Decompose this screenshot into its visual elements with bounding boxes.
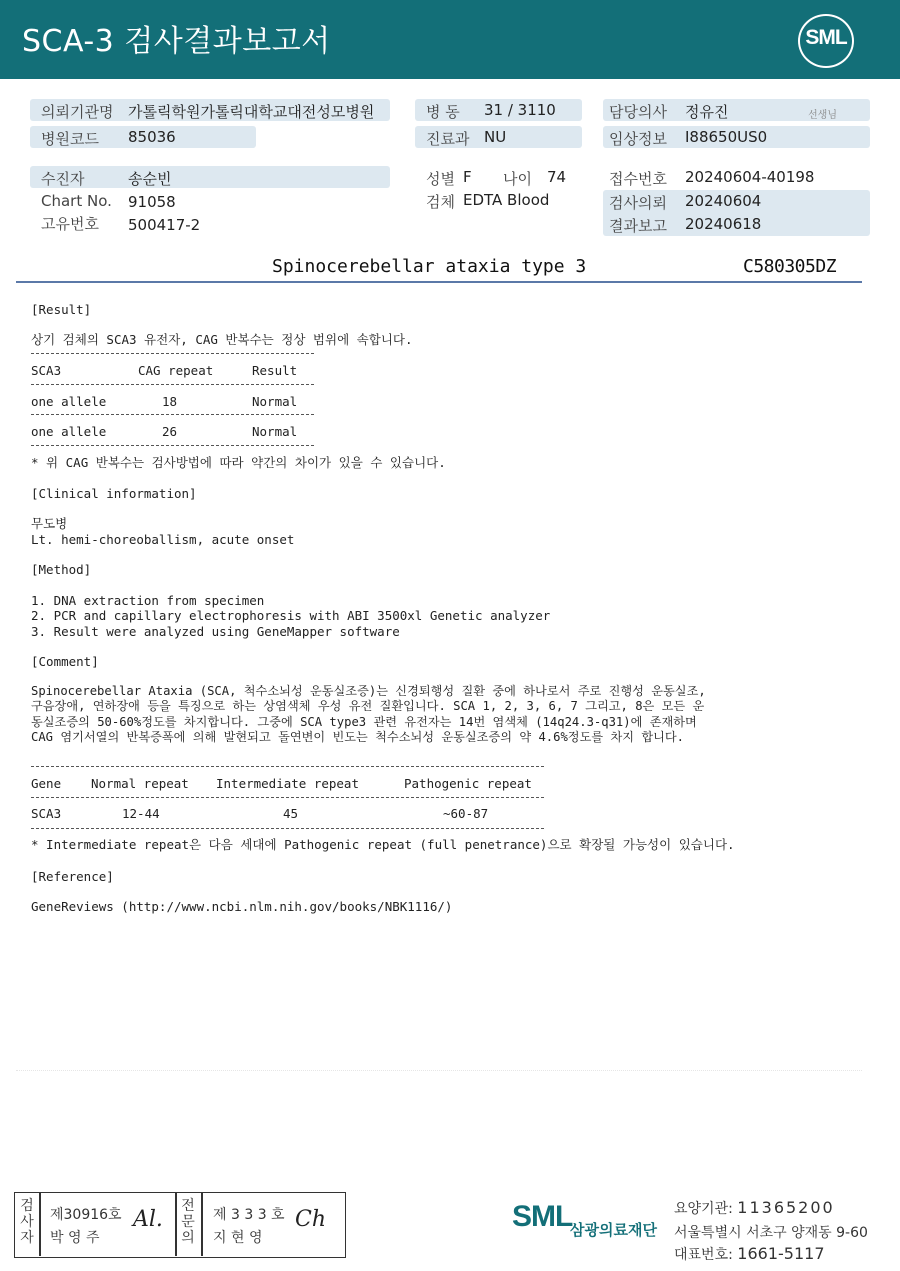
care-institution-line	[674, 1198, 835, 1218]
method-line-1: 1. DNA extraction from specimen	[31, 593, 265, 608]
dept-value: NU	[484, 128, 507, 146]
care-number: 11365200	[737, 1198, 835, 1217]
specimen-value: EDTA Blood	[463, 191, 550, 209]
sig-divider	[201, 1193, 203, 1256]
title-divider	[16, 281, 862, 283]
doctor-suffix: 선생님	[808, 110, 837, 121]
institution-value: 가톨릭학원가톨릭대학교대전성모병원	[128, 103, 375, 121]
method-line-2: 2. PCR and capillary electrophoresis with ABI 3500xl Genetic analyzer	[31, 608, 551, 623]
gene-note: * Intermediate repeat은 다음 세대에 Pathogenic repeat (full penetrance)으로 확장될 가능성이 있습니다.	[31, 837, 735, 852]
receipt-label: 접수번호	[609, 170, 667, 188]
result-table-header-result: Result	[252, 363, 298, 378]
reference-text: GeneReviews (http://www.ncbi.nlm.nih.gov/books/NBK1116/)	[31, 899, 453, 914]
unique-no-value: 500417-2	[128, 216, 201, 234]
doctor-value: 정유진	[685, 103, 729, 121]
request-date-value: 20240604	[685, 192, 762, 210]
specialist-signature: Ch	[295, 1207, 327, 1232]
gene-table-rule	[31, 828, 544, 829]
receipt-value: 20240604-40198	[685, 168, 815, 186]
age-label: 나이	[503, 170, 532, 188]
clinical-info-label: 임상정보	[609, 130, 667, 148]
ward-label: 병 동	[426, 103, 460, 121]
doctor-label: 담당의사	[609, 103, 667, 121]
unique-no-label: 고유번호	[41, 215, 99, 233]
content-bottom-divider	[16, 1070, 862, 1071]
care-label: 요양기관:	[674, 1201, 733, 1217]
result-heading: [Result]	[31, 302, 92, 317]
result-table-header-gene: SCA3	[31, 363, 62, 378]
examiner-license-no: 제30916호	[50, 1207, 122, 1223]
result-text: 상기 검체의 SCA3 유전자, CAG 반복수는 정상 범위에 속합니다.	[31, 332, 413, 347]
result-table-rule	[31, 384, 314, 385]
sig-divider	[175, 1193, 177, 1256]
result-row-1-repeat: 18	[162, 394, 178, 409]
gene-table-rule	[31, 797, 544, 798]
page-title: SCA-3 검사결과보고서	[22, 24, 331, 59]
specialist-name: 지 현 영	[213, 1230, 263, 1246]
comment-line-4: CAG 염기서열의 반복증폭에 의해 발현되고 돌연변이 빈도는 척수소뇌성 운동실조증의 약 4.6%정도를 차지 합니다.	[31, 730, 684, 744]
comment-line-1: Spinocerebellar Ataxia (SCA, 척수소뇌성 운동실조증)는 신경퇴행성 질환 중에 하나로서 주로 진행성 운동실조,	[31, 684, 706, 698]
clinical-line-2: Lt. hemi-choreoballism, acute onset	[31, 532, 295, 547]
phone-line	[674, 1244, 825, 1264]
footer-sml-logo	[512, 1200, 572, 1234]
clinical-info-value: I88650US0	[685, 128, 768, 146]
phone-number: 1661-5117	[737, 1244, 825, 1263]
gene-row-pathogenic: ~60-87	[443, 806, 489, 821]
specimen-label: 검체	[426, 193, 455, 211]
chart-no-label: Chart No.	[41, 192, 112, 210]
report-title: Spinocerebellar ataxia type 3	[272, 256, 587, 277]
reference-heading: [Reference]	[31, 869, 114, 884]
method-heading: [Method]	[31, 562, 92, 577]
gene-row-normal: 12-44	[122, 806, 160, 821]
comment-heading: [Comment]	[31, 654, 99, 669]
sml-logo	[798, 14, 854, 68]
signature-box	[14, 1192, 346, 1258]
examiner-signature: Al.	[133, 1207, 163, 1232]
result-row-1-result: Normal	[252, 394, 298, 409]
report-date-value: 20240618	[685, 215, 762, 233]
sex-value: F	[463, 168, 472, 186]
examiner-label: 검 사 자	[20, 1198, 34, 1246]
result-row-2-repeat: 26	[162, 424, 178, 439]
patient-value: 송순빈	[128, 170, 172, 188]
result-table-rule	[31, 353, 314, 354]
specialist-label: 전 문 의	[181, 1198, 195, 1246]
request-date-label: 검사의뢰	[609, 194, 667, 212]
result-note: * 위 CAG 반복수는 검사방법에 따라 약간의 차이가 있을 수 있습니다.	[31, 455, 446, 470]
result-table-rule	[31, 445, 314, 446]
phone-label: 대표번호:	[674, 1247, 733, 1263]
age-value: 74	[547, 168, 567, 186]
hospital-code-label: 병원코드	[41, 130, 99, 148]
gene-table-header-normal: Normal repeat	[91, 776, 189, 791]
sml-logo-text: SML	[805, 26, 847, 49]
report-code: C580305DZ	[743, 256, 837, 277]
gene-table-header-intermediate: Intermediate repeat	[216, 776, 359, 791]
hospital-code-value: 85036	[128, 128, 176, 146]
gene-table-rule	[31, 766, 544, 767]
result-table-header-repeat: CAG repeat	[138, 363, 214, 378]
chart-no-value: 91058	[128, 193, 176, 211]
sex-label: 성별	[426, 170, 455, 188]
footer-org-name: 삼광의료재단	[570, 1221, 657, 1239]
dept-label: 진료과	[426, 130, 470, 148]
result-row-2-result: Normal	[252, 424, 298, 439]
result-row-1-allele: one allele	[31, 394, 107, 409]
clinical-line-1: 무도병	[31, 516, 68, 531]
clinical-heading: [Clinical information]	[31, 486, 197, 501]
examiner-name: 박 영 주	[50, 1230, 100, 1246]
gene-table-header-gene: Gene	[31, 776, 62, 791]
report-header	[0, 0, 900, 79]
comment-line-3: 동실조증의 50-60%정도를 차지합니다. 그중에 SCA type3 관련 유전자는 14번 염색체 (14q24.3-q31)에 존재하며	[31, 715, 697, 729]
gene-table-header-pathogenic: Pathogenic repeat	[404, 776, 532, 791]
specialist-license-no: 제 3 3 3 호	[213, 1207, 285, 1223]
patient-label: 수진자	[41, 170, 85, 188]
sig-divider	[39, 1193, 41, 1256]
gene-row-gene: SCA3	[31, 806, 62, 821]
result-table-rule	[31, 414, 314, 415]
comment-line-2: 구음장애, 연하장애 등을 특징으로 하는 상염색체 우성 유전 질환입니다. SCA 1, 2, 3, 6, 7 그리고, 8은 모든 운	[31, 699, 705, 713]
institution-label: 의뢰기관명	[41, 103, 114, 121]
report-date-label: 결과보고	[609, 217, 667, 235]
address-line: 서울특별시 서초구 양재동 9-60	[674, 1225, 868, 1241]
ward-value: 31 / 3110	[484, 101, 556, 119]
gene-row-intermediate: 45	[283, 806, 299, 821]
result-row-2-allele: one allele	[31, 424, 107, 439]
method-line-3: 3. Result were analyzed using GeneMapper software	[31, 624, 400, 639]
footer-logo-text: SML	[512, 1200, 573, 1233]
